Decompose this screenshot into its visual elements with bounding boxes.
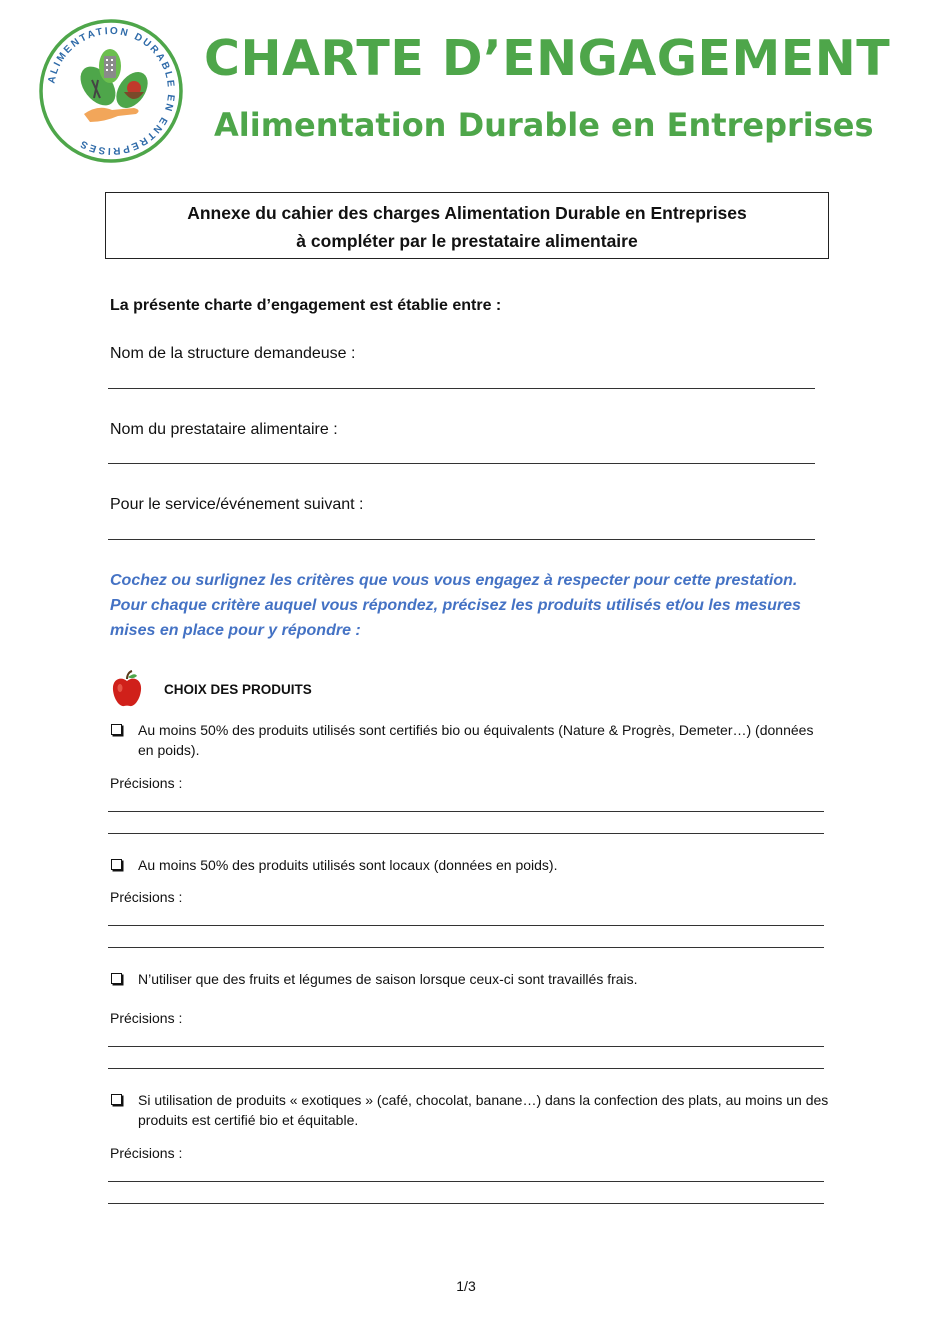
precisions-line[interactable] [108, 811, 824, 812]
precisions-line[interactable] [108, 1203, 824, 1204]
precisions-label: Précisions : [110, 1145, 183, 1161]
annex-line-1: Annexe du cahier des charges Alimentation Durable en Entreprises [187, 203, 747, 223]
apple-icon [111, 670, 143, 708]
criterion-4 [110, 1090, 830, 1130]
checkbox[interactable] [111, 724, 122, 735]
checkbox[interactable] [111, 973, 122, 984]
precisions-line[interactable] [108, 1068, 824, 1069]
precisions-label: Précisions : [110, 775, 183, 791]
intro-text: La présente charte d’engagement est établie entre : [110, 297, 502, 314]
precisions-line[interactable] [108, 833, 824, 834]
criterion-text: N’utiliser que des fruits et légumes de saison lorsque ceux-ci sont travaillés frais. [138, 971, 638, 987]
annex-line-2: à compléter par le prestataire alimentaire [296, 231, 638, 251]
field-label-service: Pour le service/événement suivant : [110, 496, 364, 513]
field-line-structure[interactable] [108, 388, 815, 389]
precisions-label: Précisions : [110, 889, 183, 905]
criterion-text: Au moins 50% des produits utilisés sont locaux (données en poids). [138, 857, 558, 873]
precisions-label: Précisions : [110, 1010, 183, 1026]
precisions-line[interactable] [108, 1046, 824, 1047]
checkbox[interactable] [111, 1094, 122, 1105]
criterion-text: Au moins 50% des produits utilisés sont certifiés bio ou équivalents (Nature & Progrès, Demeter…) (données en poids). [138, 722, 814, 758]
precisions-line[interactable] [108, 1181, 824, 1182]
field-line-prestataire[interactable] [108, 463, 815, 464]
criterion-1 [110, 720, 830, 760]
instructions-text: Cochez ou surlignez les critères que vous vous engagez à respecter pour cette prestation. Pour chaque critère auquel vous répondez, précisez les produits utilisés et/ou les mesures mises en place pour y répondre : [110, 572, 801, 639]
precisions-line[interactable] [108, 947, 824, 948]
page-number: 1/3 [456, 1278, 476, 1294]
checkbox[interactable] [111, 859, 122, 870]
field-label-structure: Nom de la structure demandeuse : [110, 345, 356, 362]
field-label-prestataire: Nom du prestataire alimentaire : [110, 421, 338, 438]
precisions-line[interactable] [108, 925, 824, 926]
logo-ring-text: ALIMENTATION DURABLE EN ENTREPRISES [46, 25, 177, 157]
page-subtitle: Alimentation Durable en Entreprises [214, 106, 874, 144]
field-line-service[interactable] [108, 539, 815, 540]
annex-box [105, 192, 829, 259]
criterion-2 [110, 855, 830, 875]
page-title: CHARTE D’ENGAGEMENT [204, 30, 891, 87]
section-title: CHOIX DES PRODUITS [164, 682, 312, 697]
logo [38, 18, 184, 164]
criterion-3 [110, 969, 830, 989]
criterion-text: Si utilisation de produits « exotiques » (café, chocolat, banane…) dans la confection des plats, au moins un des produits est certifié bio et équitable. [138, 1092, 829, 1128]
